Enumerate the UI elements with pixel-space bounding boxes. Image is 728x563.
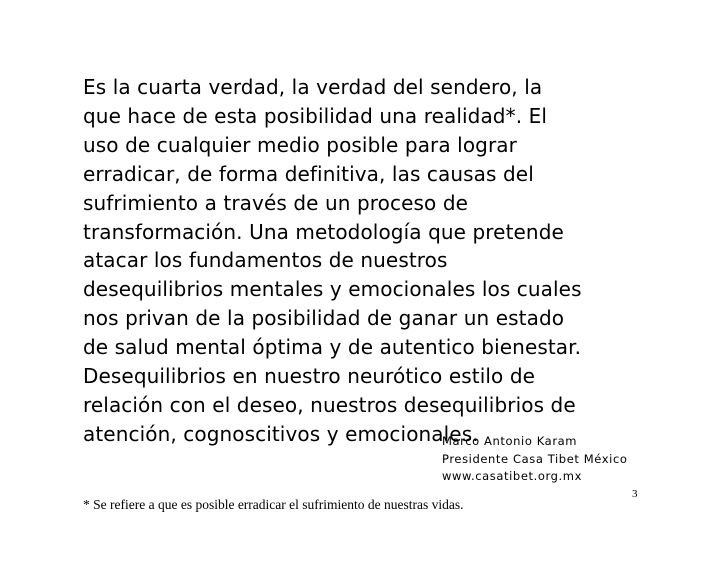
paragraph-line: Desequilibrios en nuestro neurótico estilo de: [83, 364, 536, 389]
page-number: 3: [632, 488, 638, 500]
paragraph-line: uso de cualquier medio posible para lograr: [83, 132, 517, 157]
footnote: * Se refiere a que es posible erradicar el sufrimiento de nuestras vidas.: [83, 497, 464, 512]
main-paragraph: [83, 73, 643, 449]
paragraph-line: sufrimiento a través de un proceso de: [83, 190, 469, 215]
paragraph-line: desequilibrios mentales y emocionales los cuales: [83, 277, 582, 302]
paragraph-line: erradicar, de forma definitiva, las causas del: [83, 161, 534, 186]
attribution-block: [442, 433, 628, 486]
paragraph-line: transformación. Una metodología que pretende: [83, 219, 564, 244]
paragraph-line: relación con el deseo, nuestros desequilibrios de: [83, 392, 576, 417]
paragraph-line: que hace de esta posibilidad una realidad*. El: [83, 103, 548, 128]
paragraph-line: nos privan de la posibilidad de ganar un estado: [83, 306, 565, 331]
paragraph-line: atención, cognoscitivos y emocionales.: [83, 421, 479, 446]
paragraph-line: Es la cuarta verdad, la verdad del sendero, la: [83, 75, 543, 99]
author-role: Presidente Casa Tibet México: [442, 451, 628, 466]
author-website: www.casatibet.org.mx: [442, 469, 582, 483]
author-name: Marco Antonio Karam: [442, 434, 578, 448]
paragraph-line: de salud mental óptima y de autentico bienestar.: [83, 335, 582, 360]
paragraph-line: atacar los fundamentos de nuestros: [83, 248, 448, 273]
